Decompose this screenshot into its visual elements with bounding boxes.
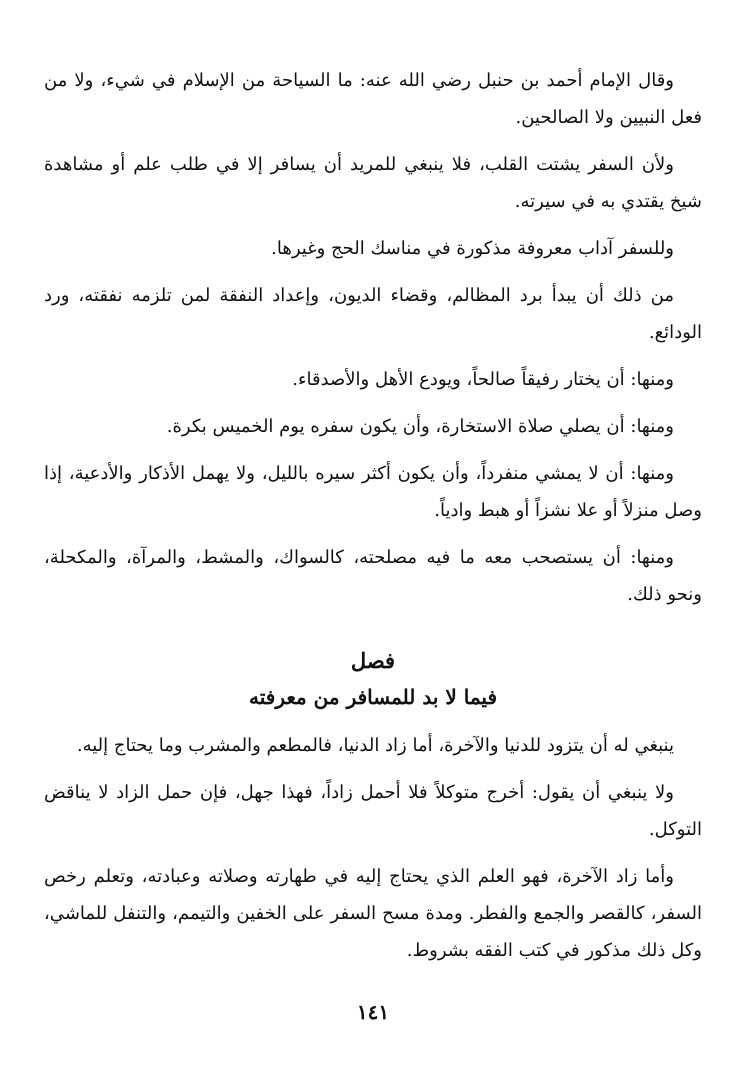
section-title: فصل <box>350 648 396 673</box>
paragraph-istikhara: ومنها: أن يصلي صلاة الاستخارة، وأن يكون سفره يوم الخميس بكرة. <box>166 416 674 437</box>
book-page <box>44 62 702 1052</box>
page-number: ١٤١ <box>356 1000 390 1024</box>
paragraph-walking-alone: ومنها: أن لا يمشي منفرداً، وأن يكون أكثر سيره بالليل، ولا يهمل الأذكار والأدعية، إذا وصل منزلاً أو علا نشزاً أو هبط وادياً. <box>44 463 702 521</box>
paragraph-ahmad-quote: وقال الإمام أحمد بن حنبل رضي الله عنه: ما السياحة من الإسلام في شيء، ولا من فعل النبيين ولا الصالحين. <box>44 70 702 128</box>
paragraph-travel-heart: ولأن السفر يشتت القلب، فلا ينبغي للمريد أن يسافر إلا في طلب علم أو مشاهدة شيخ يقتدي به في سيرته. <box>44 154 702 212</box>
section-subtitle: فيما لا بد للمسافر من معرفته <box>249 685 497 709</box>
paragraph-settle-debts: من ذلك أن يبدأ برد المظالم، وقضاء الديون، وإعداد النفقة لمن تلزمه نفقته، ورد الودائع. <box>44 285 702 343</box>
paragraph-travel-manners: وللسفر آداب معروفة مذكورة في مناسك الحج وغيرها. <box>271 238 674 259</box>
paragraph-tawakkul: ولا ينبغي أن يقول: أخرج متوكلاً فلا أحمل زاداً، فهذا جهل، فإن حمل الزاد لا يناقض التوكل. <box>44 782 702 840</box>
paragraph-provisions-items: ومنها: أن يستصحب معه ما فيه مصلحته، كالسواك، والمشط، والمرآة، والمكحلة، ونحو ذلك. <box>44 547 702 605</box>
paragraph-companion: ومنها: أن يختار رفيقاً صالحاً، ويودع الأهل والأصدقاء. <box>292 369 674 390</box>
paragraph-provision-world: ينبغي له أن يتزود للدنيا والآخرة، أما زاد الدنيا، فالمطعم والمشرب وما يحتاج إليه. <box>76 735 674 756</box>
paragraph-provision-hereafter: وأما زاد الآخرة، فهو العلم الذي يحتاج إليه في طهارته وصلاته وعبادته، وتعلم رخص السفر، كالقصر والجمع والفطر. ومدة مسح السفر على الخفين والتيمم، والتنفل للماشي، وكل ذلك مذكور في كتب الفقه بشروط. <box>44 866 702 961</box>
